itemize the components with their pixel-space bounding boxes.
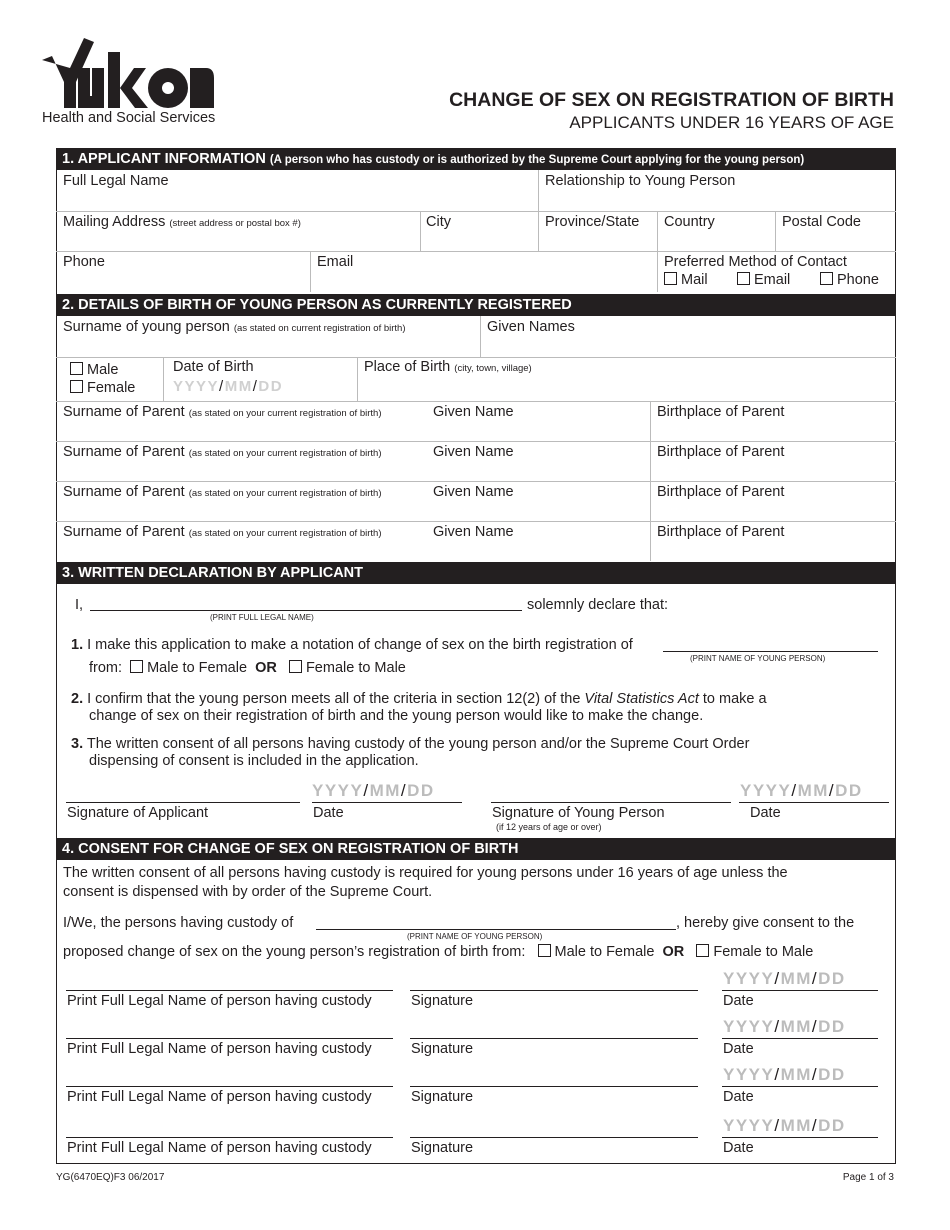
parent-surname-field[interactable]: Surname of Parent (as stated on your current registration of birth) (63, 404, 382, 420)
custody-name-label: Print Full Legal Name of person having custody (67, 1089, 372, 1105)
mailing-address-field[interactable]: Mailing Address (street address or postal box #) (63, 214, 301, 230)
consent-intro-2: consent is dispensed with by order of the Supreme Court. (63, 884, 433, 900)
custody-date-placeholder: YYYY/MM/DD (723, 1017, 846, 1036)
section-2-header: 2. DETAILS OF BIRTH OF YOUNG PERSON AS CURRENTLY REGISTERED (56, 294, 896, 316)
clause-2-cont: change of sex on their registration of birth and the young person would like to make the change. (89, 708, 704, 724)
date-label: Date (313, 805, 344, 821)
form-title: CHANGE OF SEX ON REGISTRATION OF BIRTH (449, 89, 894, 111)
signature-young-label: Signature of Young Person (492, 805, 665, 821)
custody-signature-line[interactable] (410, 1038, 698, 1039)
section-1-header: 1. APPLICANT INFORMATION (A person who has custody or is authorized by the Supreme Court applying for the young person) (56, 148, 896, 170)
declare-text: solemnly declare that: (527, 597, 669, 613)
clause-1: 1. I make this application to make a notation of change of sex on the birth registration of (71, 637, 633, 653)
city-field[interactable]: City (426, 214, 451, 230)
custody-name-label: Print Full Legal Name of person having custody (67, 1140, 372, 1156)
custody-date-label: Date (723, 1089, 754, 1105)
custody-date-line[interactable] (722, 1038, 878, 1039)
young-surname-field[interactable]: Surname of young person (as stated on current registration of birth) (63, 319, 406, 335)
custody-date-placeholder: YYYY/MM/DD (723, 1116, 846, 1135)
signature-young-note: (if 12 years of age or over) (496, 822, 602, 832)
email-field[interactable]: Email (317, 254, 354, 270)
applicant-date-placeholder: YYYY/MM/DD (312, 781, 435, 800)
custody-date-line[interactable] (722, 990, 878, 991)
young-person-name-line[interactable] (663, 651, 878, 652)
country-field[interactable]: Country (664, 214, 715, 230)
custody-name-label: Print Full Legal Name of person having custody (67, 993, 372, 1009)
custody-date-placeholder: YYYY/MM/DD (723, 969, 846, 988)
custody-name-line[interactable] (66, 990, 393, 991)
young-date-line[interactable] (739, 802, 889, 803)
section-3-header: 3. WRITTEN DECLARATION BY APPLICANT (56, 562, 896, 584)
applicant-name-line[interactable] (90, 610, 522, 611)
parent-birthplace-field[interactable]: Birthplace of Parent (657, 524, 785, 540)
custody-date-line[interactable] (722, 1086, 878, 1087)
custody-signature-label: Signature (411, 1041, 474, 1057)
parent-birthplace-field[interactable]: Birthplace of Parent (657, 404, 785, 420)
consent-m2f-checkbox[interactable]: Male to Female (538, 944, 655, 960)
clause-2: 2. I confirm that the young person meets all of the criteria in section 12(2) of the Vital Statistics Act to make a (71, 691, 767, 707)
section-4-header: 4. CONSENT FOR CHANGE OF SEX ON REGISTRATION OF BIRTH (56, 838, 896, 860)
consent-young-name-line[interactable] (316, 929, 676, 930)
custody-signature-label: Signature (411, 993, 474, 1009)
parent-surname-field[interactable]: Surname of Parent (as stated on your current registration of birth) (63, 444, 382, 460)
parent-given-name-field[interactable]: Given Name (433, 404, 514, 420)
full-legal-name-field[interactable]: Full Legal Name (63, 173, 169, 189)
parent-given-name-field[interactable]: Given Name (433, 524, 514, 540)
date-of-birth-field[interactable]: YYYY/MM/DD (173, 378, 284, 395)
parent-birthplace-field[interactable]: Birthplace of Parent (657, 484, 785, 500)
contact-mail-checkbox[interactable]: Mail (664, 272, 708, 288)
parent-surname-field[interactable]: Surname of Parent (as stated on your current registration of birth) (63, 484, 382, 500)
declaration-i-label: I, (75, 597, 84, 613)
contact-method-label: Preferred Method of Contact (664, 254, 847, 270)
custody-date-label: Date (723, 1140, 754, 1156)
custody-name-line[interactable] (66, 1038, 393, 1039)
m2f-checkbox[interactable]: Male to Female (130, 660, 247, 676)
date-label: Date (750, 805, 781, 821)
department-name: Health and Social Services (42, 110, 216, 126)
custody-signature-label: Signature (411, 1140, 474, 1156)
contact-phone-checkbox[interactable]: Phone (820, 272, 879, 288)
custody-name-line[interactable] (66, 1137, 393, 1138)
clause-3: 3. The written consent of all persons having custody of the young person and/or the Supreme Court Order (71, 736, 750, 752)
custody-date-label: Date (723, 993, 754, 1009)
yukon-logo (42, 38, 217, 110)
signature-applicant-label: Signature of Applicant (67, 805, 209, 821)
contact-email-checkbox[interactable]: Email (737, 272, 790, 288)
form-code: YG(6470EQ)F3 06/2017 (56, 1172, 165, 1183)
clause-1-from: from: Male to Female OR Female to Male (89, 660, 406, 676)
custody-date-label: Date (723, 1041, 754, 1057)
parent-given-name-field[interactable]: Given Name (433, 444, 514, 460)
custody-name-label: Print Full Legal Name of person having custody (67, 1041, 372, 1057)
print-full-name-caption: (PRINT FULL LEGAL NAME) (210, 613, 314, 622)
place-of-birth-field[interactable]: Place of Birth (city, town, village) (364, 359, 532, 375)
print-young-name-caption: (PRINT NAME OF YOUNG PERSON) (690, 654, 826, 663)
young-date-placeholder: YYYY/MM/DD (740, 781, 863, 800)
applicant-date-line[interactable] (312, 802, 462, 803)
parent-birthplace-field[interactable]: Birthplace of Parent (657, 444, 785, 460)
custody-signature-label: Signature (411, 1089, 474, 1105)
postal-code-field[interactable]: Postal Code (782, 214, 861, 230)
consent-custody-text: I/We, the persons having custody of (63, 915, 294, 931)
date-of-birth-label: Date of Birth (173, 359, 254, 375)
parent-given-name-field[interactable]: Given Name (433, 484, 514, 500)
page-number: Page 1 of 3 (842, 1172, 894, 1183)
custody-name-line[interactable] (66, 1086, 393, 1087)
custody-signature-line[interactable] (410, 1086, 698, 1087)
consent-f2m-checkbox[interactable]: Female to Male (696, 944, 813, 960)
consent-intro-1: The written consent of all persons having custody is required for young persons under 16 years of age unless the (63, 865, 788, 881)
custody-date-line[interactable] (722, 1137, 878, 1138)
phone-field[interactable]: Phone (63, 254, 105, 270)
female-checkbox[interactable]: Female (70, 380, 135, 396)
consent-from-text: proposed change of sex on the young person’s registration of birth from: Male to Female OR Female to Male (63, 944, 814, 960)
form-subtitle: APPLICANTS UNDER 16 YEARS OF AGE (569, 113, 894, 132)
custody-date-placeholder: YYYY/MM/DD (723, 1065, 846, 1084)
relationship-field[interactable]: Relationship to Young Person (545, 173, 736, 189)
custody-signature-line[interactable] (410, 990, 698, 991)
parent-surname-field[interactable]: Surname of Parent (as stated on your current registration of birth) (63, 524, 382, 540)
print-young-name-caption: (PRINT NAME OF YOUNG PERSON) (407, 932, 543, 941)
clause-3-cont: dispensing of consent is included in the application. (89, 753, 419, 769)
young-given-names-field[interactable]: Given Names (487, 319, 575, 335)
province-field[interactable]: Province/State (545, 214, 640, 230)
young-signature-line[interactable] (491, 802, 731, 803)
f2m-checkbox[interactable]: Female to Male (289, 660, 406, 676)
male-checkbox[interactable]: Male (70, 362, 118, 378)
consent-give-text: , hereby give consent to the (676, 915, 855, 931)
custody-signature-line[interactable] (410, 1137, 698, 1138)
applicant-signature-line[interactable] (66, 802, 300, 803)
